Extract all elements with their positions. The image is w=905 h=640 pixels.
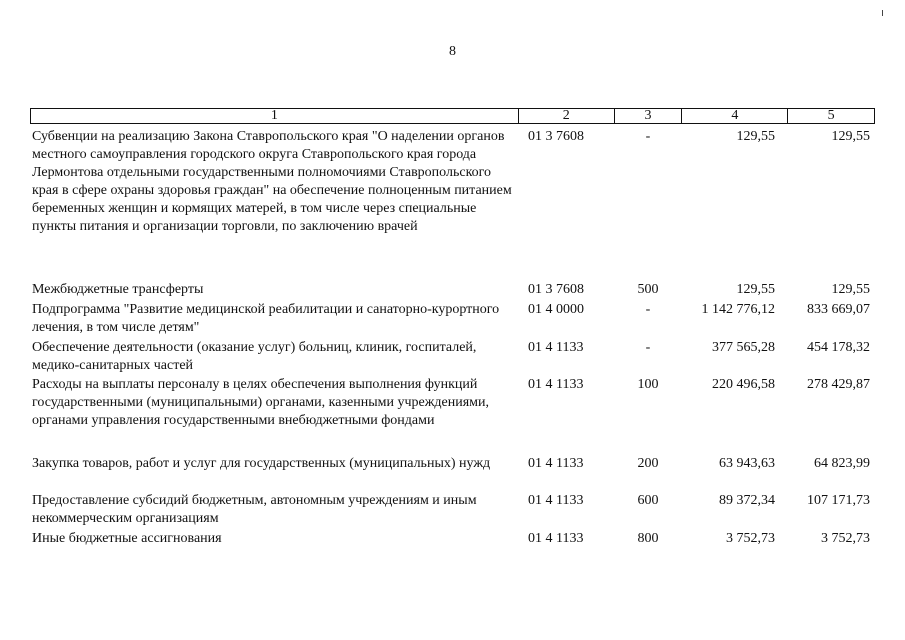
table-header (30, 108, 875, 124)
row-value-col4: 3 752,73 (726, 531, 775, 546)
header-col-1: 1 (270, 108, 278, 123)
row-type: - (645, 340, 651, 355)
row-value-col5: 129,55 (831, 129, 870, 144)
row-code: 01 4 1133 (528, 456, 584, 471)
row-description: Подпрограмма "Развитие медицинской реабилитации и санаторно-курортного лечения, в том числе детям" (32, 302, 500, 335)
row-description: Расходы на выплаты персоналу в целях обеспечения выполнения функций государственными (муниципальными) органами, казенными учреждениями, органами управления государственными внебюджетными фондами (32, 377, 489, 428)
row-code: 01 4 1133 (528, 493, 584, 508)
row-code: 01 3 7608 (528, 282, 584, 297)
row-value-col5: 3 752,73 (821, 531, 870, 546)
row-type: 500 (637, 282, 659, 297)
header-col-5: 5 (787, 109, 874, 123)
header-col-2: 2 (518, 109, 614, 123)
page-number: 8 (449, 44, 456, 59)
row-code: 01 4 1133 (528, 531, 584, 546)
row-value-col5: 833 669,07 (807, 302, 870, 317)
row-code: 01 3 7608 (528, 129, 584, 144)
row-type: - (645, 129, 651, 144)
header-col-3: 3 (614, 109, 682, 123)
row-description: Иные бюджетные ассигнования (32, 531, 222, 546)
row-value-col4: 1 142 776,12 (701, 302, 775, 317)
row-value-col4: 377 565,28 (712, 340, 775, 355)
row-description: Предоставление субсидий бюджетным, автономным учреждениям и иным некоммерческим организациям (32, 493, 477, 526)
row-description: Закупка товаров, работ и услуг для государственных (муниципальных) нужд (32, 456, 491, 471)
row-value-col4: 220 496,58 (712, 377, 775, 392)
row-value-col4: 89 372,34 (719, 493, 775, 508)
row-description: Субвенции на реализацию Закона Ставропольского края "О наделении органов местного самоуправления городского округа Ставропольского края города Лермонтова отдельными государственными полномочиями Ставропольского края в сфере охраны здоровья граждан" на обеспечение полноценным питанием беременных женщин и кормящих матерей, в том числе через специальные пункты питания и организации торговли, по заключению врачей (32, 129, 512, 234)
row-description: Обеспечение деятельности (оказание услуг) больниц, клиник, госпиталей, медико-санитарных частей (32, 340, 477, 373)
row-value-col4: 63 943,63 (719, 456, 775, 471)
row-value-col5: 64 823,99 (814, 456, 870, 471)
row-type: - (645, 302, 651, 317)
row-type: 100 (637, 377, 659, 392)
row-code: 01 4 1133 (528, 340, 584, 355)
row-type: 200 (637, 456, 659, 471)
row-description: Межбюджетные трансферты (32, 282, 204, 297)
row-value-col4: 129,55 (736, 282, 775, 297)
row-value-col4: 129,55 (736, 129, 775, 144)
row-value-col5: 278 429,87 (807, 377, 870, 392)
header-col-4: 4 (681, 109, 787, 123)
row-type: 800 (637, 531, 659, 546)
row-code: 01 4 1133 (528, 377, 584, 392)
corner-mark (882, 10, 883, 16)
row-value-col5: 454 178,32 (807, 340, 870, 355)
row-value-col5: 129,55 (831, 282, 870, 297)
row-type: 600 (637, 493, 659, 508)
row-value-col5: 107 171,73 (807, 493, 870, 508)
row-code: 01 4 0000 (528, 302, 584, 317)
